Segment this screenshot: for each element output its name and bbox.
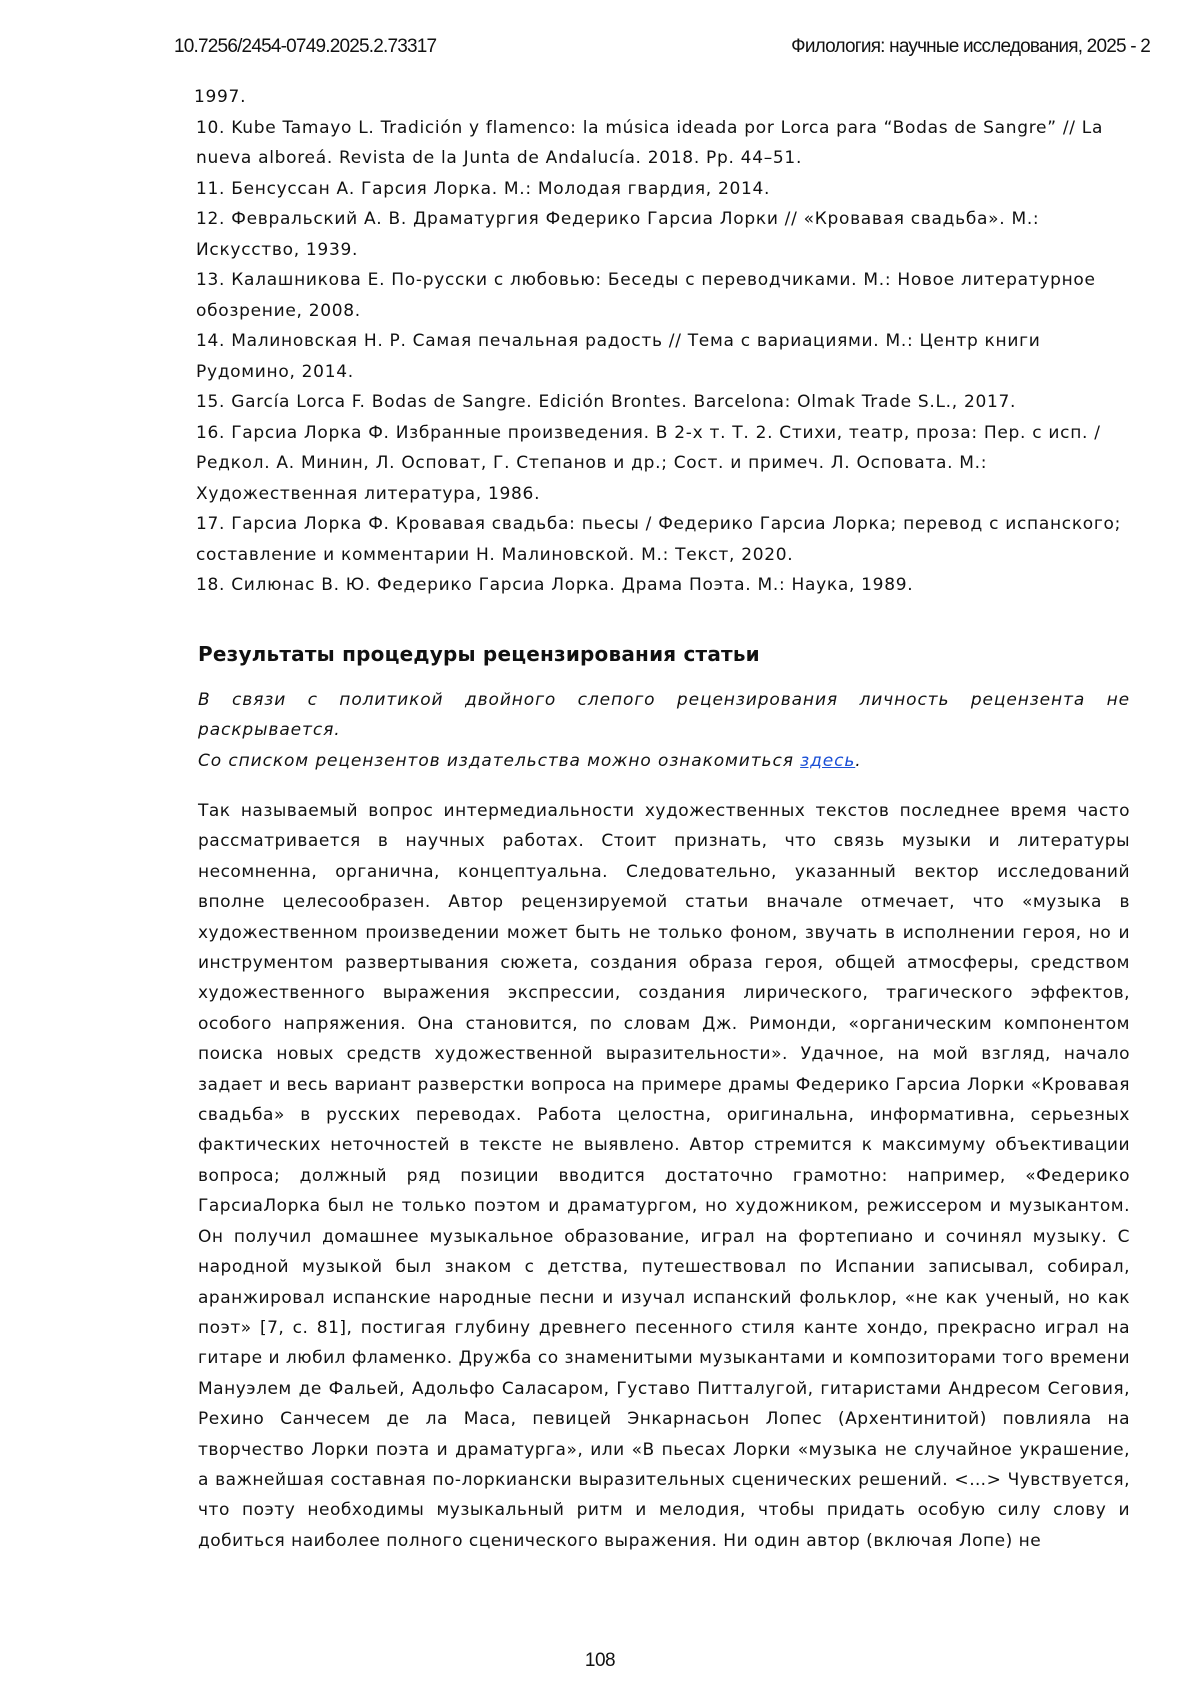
reference-item: 1997.	[194, 87, 247, 107]
journal-title: Филология: научные исследования, 2025 - 2	[791, 36, 1150, 57]
reviewers-link[interactable]: здесь	[800, 750, 856, 771]
reference-item: 18. Силюнас В. Ю. Федерико Гарсиа Лорка. Драма Поэта. М.: Наука, 1989.	[196, 575, 914, 595]
page-content	[196, 82, 1130, 1556]
review-note	[198, 685, 1130, 777]
review-heading: Результаты процедуры рецензирования статьи	[198, 641, 760, 666]
review-paragraph: Так называемый вопрос интермедиальности художественных текстов последнее время часто рассматривается в научных работах. Стоит признать, что связь музыки и литературы несомненна, органична, концептуальна. Следовательно, указанный вектор исследований вполне целесообразен. Автор рецензируемой статьи вначале отмечает, что «музыка в художественном произведении может быть не только фоном, звучать в исполнении героя, но и инструментом развертывания сюжета, создания образа героя, общей атмосферы, средством художественного выражения экспрессии, создания лирического, трагического эффектов, особого напряжения. Она становится, по словам Дж. Римонди, «органическим компонентом поиска новых средств художественной выразительности». Удачное, на мой взгляд, начало задает и весь вариант разверстки вопроса на примере драмы Федерико Гарсиа Лорки «Кровавая свадьба» в русских переводах. Работа целостна, оригинальна, информативна, серьезных фактических неточностей в тексте не выявлено. Автор стремится к максимуму объективации вопроса; должный ряд позиции вводится достаточно грамотно: например, «Федерико ГарсиаЛорка был не только поэтом и драматургом, но художником, режиссером и музыкантом. Он получил домашнее музыкальное образование, играл на фортепиано и сочинял музыку. С народной музыкой был знаком с детства, путешествовал по Испании записывал, собирал, аранжировал испанские народные песни и изучал испанский фольклор, «не как ученый, но как поэт» [7, с. 81], постигая глубину древнего песенного стиля канте хондо, прекрасно играл на гитаре и любил фламенко. Дружба со знаменитыми музыкантами и композиторами того времени Мануэлем де Фальей, Адольфо Саласаром, Густаво Питталугой, гитаристами Андресом Сеговия, Рехино Санчесем де ла Маса, певицей Энкарнасьон Лопес (Архентинитой) повлияла на творчество Лорки поэта и драматурга», или «В пьесах Лорки «музыка не случайное украшение, а важнейшая составная по-лоркиански выразительных сценических решений. <…> Чувствуется, что поэту необходимы музыкальный ритм и мелодия, чтобы придать особую силу слову и добиться наиболее полного сценического выражения. Ни один автор (включая Лопе) не	[198, 801, 1130, 1551]
reference-item: 13. Калашникова Е. По-русски с любовью: Беседы с переводчиками. М.: Новое литературное обозрение, 2008.	[196, 270, 1096, 321]
reference-item: 12. Февральский А. В. Драматургия Федерико Гарсиа Лорки // «Кровавая свадьба». М.: Искусство, 1939.	[196, 209, 1040, 260]
reference-item: 10. Kube Tamayo L. Tradición y flamenco: la música ideada por Lorca para “Bodas de Sangre” // La nueva alboreá. Revista de la Junta de Andalucía. 2018. Pp. 44–51.	[196, 117, 1104, 168]
reference-list	[196, 82, 1130, 601]
reference-item: 14. Малиновская Н. Р. Самая печальная радость // Тема с вариациями. М.: Центр книги Рудомино, 2014.	[196, 331, 1041, 382]
review-body	[198, 796, 1130, 1556]
reference-item: 16. Гарсиа Лорка Ф. Избранные произведения. В 2-х т. Т. 2. Стихи, театр, проза: Пер. с исп. / Редкол. А. Минин, Л. Осповат, Г. Степанов и др.; Сост. и примеч. Л. Осповата. М.: Художественная литература, 1986.	[196, 422, 1101, 504]
reference-item: 17. Гарсиа Лорка Ф. Кровавая свадьба: пьесы / Федерико Гарсиа Лорка; перевод с испанского; составление и комментарии Н. Малиновской. М.: Текст, 2020.	[196, 514, 1122, 565]
review-note-suffix: .	[855, 750, 862, 771]
reference-item: 11. Бенсуссан А. Гарсия Лорка. М.: Молодая гвардия, 2014.	[196, 178, 771, 199]
review-note-line	[198, 746, 1130, 777]
reference-item: 15. García Lorca F. Bodas de Sangre. Edición Brontes. Barcelona: Olmak Trade S.L., 2017.	[196, 392, 1017, 412]
page-number: 108	[584, 1650, 616, 1671]
review-note-line: В связи с политикой двойного слепого рецензирования личность рецензента не раскрывается.	[198, 689, 1130, 740]
review-note-prefix: Со списком рецензентов издательства можно ознакомиться	[198, 750, 801, 771]
doi: 10.7256/2454-0749.2025.2.73317	[174, 36, 437, 57]
